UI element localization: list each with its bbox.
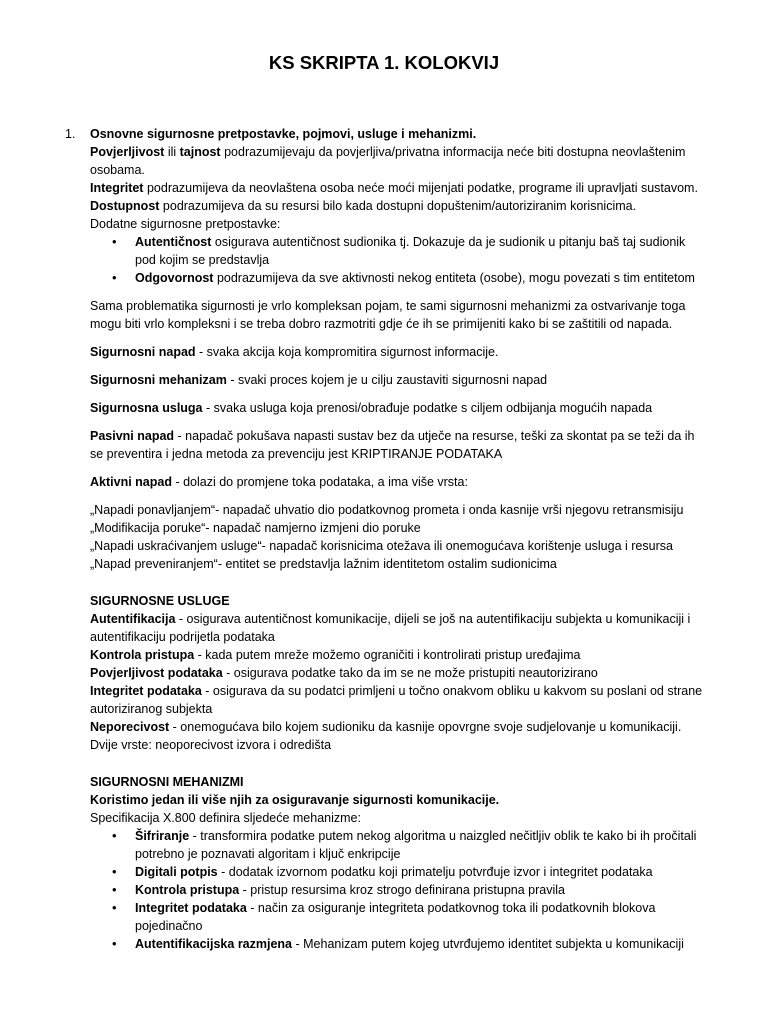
dodatne-list (90, 233, 708, 287)
section-heading: Osnovne sigurnosne pretpostavke, pojmovi, usluge i mehanizmi. (90, 127, 477, 141)
attack-line: „Napad preveniranjem“- entitet se predstavlja lažnim identitetom ostalim sudionicima (90, 557, 557, 571)
dodatne-label: Dodatne sigurnosne pretpostavke: (90, 217, 281, 231)
mehanizmi-intro: Specifikacija X.800 definira sljedeće mehanizme: (90, 811, 361, 825)
usluga-item: Povjerljivost podataka - osigurava podatke tako da im se ne može pristupiti neautorizirano (90, 666, 598, 680)
definition-paragraph: Sigurnosna usluga - svaka usluga koja prenosi/obrađuje podatke s ciljem odbijanja mogućih napada (90, 401, 653, 415)
list-item: • Kontrola pristupa - pristup resursima kroz strogo definirana pristupna pravila (90, 881, 708, 899)
definition-paragraph: Pasivni napad - napadač pokušava napasti sustav bez da utječe na resurse, teški za skontat pa se teži da ih se preventira i jedna metoda za prevenciju jest KRIPTIRANJE PODATAKA (90, 429, 695, 461)
mehanizmi-heading: SIGURNOSNI MEHANIZMI (90, 775, 244, 789)
usluga-item: Integritet podataka - osigurava da su podatci primljeni u točno onakvom obliku u kakvom su poslani od strane autoriziranog subjekta (90, 684, 703, 716)
list-item: • Digitali potpis - dodatak izvornom podatku koji primatelju potvrđuje izvor i integritet podataka (90, 863, 708, 881)
usluge-heading: SIGURNOSNE USLUGE (90, 594, 230, 608)
integritet-paragraph: Integritet podrazumijeva da neovlaštena osoba neće moći mijenjati podatke, programe ili upravljati sustavom. (90, 181, 698, 195)
list-item: • Autentičnost osigurava autentičnost sudionika tj. Dokazuje da je sudionik u pitanju baš taj sudionik pod kojim se predstavlja (90, 233, 708, 269)
list-item: • Autentifikacijska razmjena - Mehanizam putem kojeg utvrđujemo identitet subjekta u komunikaciji (90, 935, 708, 953)
list-item: • Šifriranje - transformira podatke putem nekog algoritma u naizgled nečitljiv oblik te kako bi ih pročitali potrebno je poznavati algoritam i ključ enkripcije (90, 827, 708, 863)
page-title: KS SKRIPTA 1. KOLOKVIJ (268, 52, 500, 73)
dostupnost-paragraph: Dostupnost podrazumijeva da su resursi bilo kada dostupni dopuštenim/autoriziranim korisnicima. (90, 199, 637, 213)
attack-line: „Napadi ponavljanjem“- napadač uhvatio dio podatkovnog prometa i onda kasnije vrši njegovu retransmisiju (90, 503, 684, 517)
mehanizmi-list (90, 827, 708, 953)
povjerljivost-paragraph: Povjerljivost ili tajnost podrazumijevaju da povjerljiva/privatna informacija neće biti dostupna neovlaštenim osobama. (90, 145, 686, 177)
attack-line: „Napadi uskraćivanjem usluge“- napadač korisnicima otežava ili onemogućava korištenje usluga i resursa (90, 539, 673, 553)
definition-paragraph: Sigurnosni napad - svaka akcija koja kompromitira sigurnost informacije. (90, 345, 499, 359)
list-item: • Odgovornost podrazumijeva da sve aktivnosti nekog entiteta (osobe), mogu povezati s tim entitetom (90, 269, 708, 287)
mehanizmi-bold-line: Koristimo jedan ili više njih za osiguravanje sigurnosti komunikacije. (90, 793, 500, 807)
section-number: 1. (65, 127, 76, 141)
attack-line: „Modifikacija poruke“- napadač namjerno izmjeni dio poruke (90, 521, 421, 535)
list-item: • Integritet podataka - način za osiguranje integriteta podatkovnog toka ili podatkovnih blokova pojedinačno (90, 899, 708, 935)
problematika-paragraph: Sama problematika sigurnosti je vrlo kompleksan pojam, te sami sigurnosni mehanizmi za ostvarivanje toga mogu biti vrlo kompleksni i se treba dobro razmotriti gdje će ih se primijeniti kako bi se zaštitili od napada. (90, 299, 686, 331)
usluga-item: Neporecivost - onemogućava bilo kojem sudioniku da kasnije opovrgne svoje sudjelovanje u komunikaciji. Dvije vrste: neoporecivost izvora i odredišta (90, 720, 682, 752)
definition-paragraph: Sigurnosni mehanizam - svaki proces kojem je u cilju zaustaviti sigurnosni napad (90, 373, 548, 387)
definition-paragraph: Aktivni napad - dolazi do promjene toka podataka, a ima više vrsta: (90, 475, 468, 489)
usluga-item: Autentifikacija - osigurava autentičnost komunikacije, dijeli se još na autentifikaciju subjekta u komunikaciji i autentifikaciju podrijetla podataka (90, 612, 691, 644)
document-body (65, 125, 708, 953)
usluga-item: Kontrola pristupa - kada putem mreže možemo ograničiti i kontrolirati pristup uređajima (90, 648, 581, 662)
